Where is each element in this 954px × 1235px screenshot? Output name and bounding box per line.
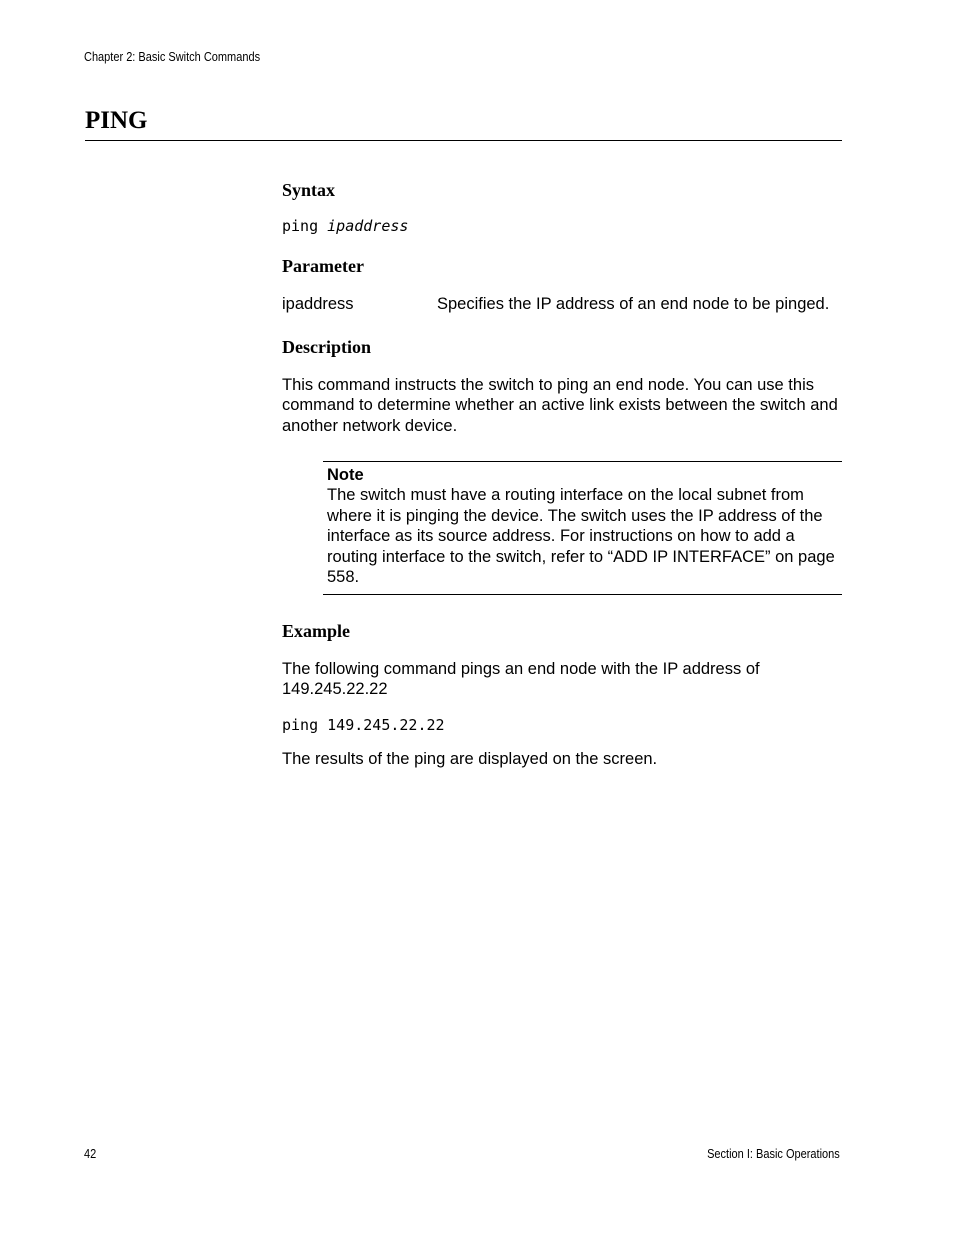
description-heading: Description	[282, 337, 371, 357]
title-rule	[85, 140, 842, 141]
syntax-code	[282, 216, 408, 236]
description-text: This command instructs the switch to ping an end node. You can use this command to determine whether an active link exists between the switch and another network device.	[282, 376, 838, 435]
running-header: Chapter 2: Basic Switch Commands	[84, 50, 261, 64]
footer-section: Section I: Basic Operations	[707, 1147, 840, 1161]
example-code: ping 149.245.22.22	[282, 716, 445, 734]
page-title: PING	[85, 107, 148, 134]
note-text: The switch must have a routing interface on the local subnet from where it is pinging the device. The switch uses the IP address of the interface as its source address. For instructions on how to add a routing interface to the switch, refer to “ADD IP INTERFACE” on page 558.	[327, 486, 835, 586]
note-box	[323, 461, 842, 595]
syntax-argument: ipaddress	[327, 217, 409, 235]
page-number: 42	[84, 1147, 97, 1161]
note-label: Note	[327, 466, 364, 484]
syntax-heading: Syntax	[282, 180, 336, 200]
syntax-command: ping	[282, 217, 319, 235]
example-heading: Example	[282, 621, 351, 641]
parameter-heading: Parameter	[282, 256, 364, 276]
parameter-description: Specifies the IP address of an end node to be pinged.	[437, 295, 830, 313]
parameter-name: ipaddress	[282, 295, 354, 313]
example-intro: The following command pings an end node with the IP address of 149.245.22.22	[282, 660, 760, 699]
example-result: The results of the ping are displayed on the screen.	[282, 750, 658, 768]
